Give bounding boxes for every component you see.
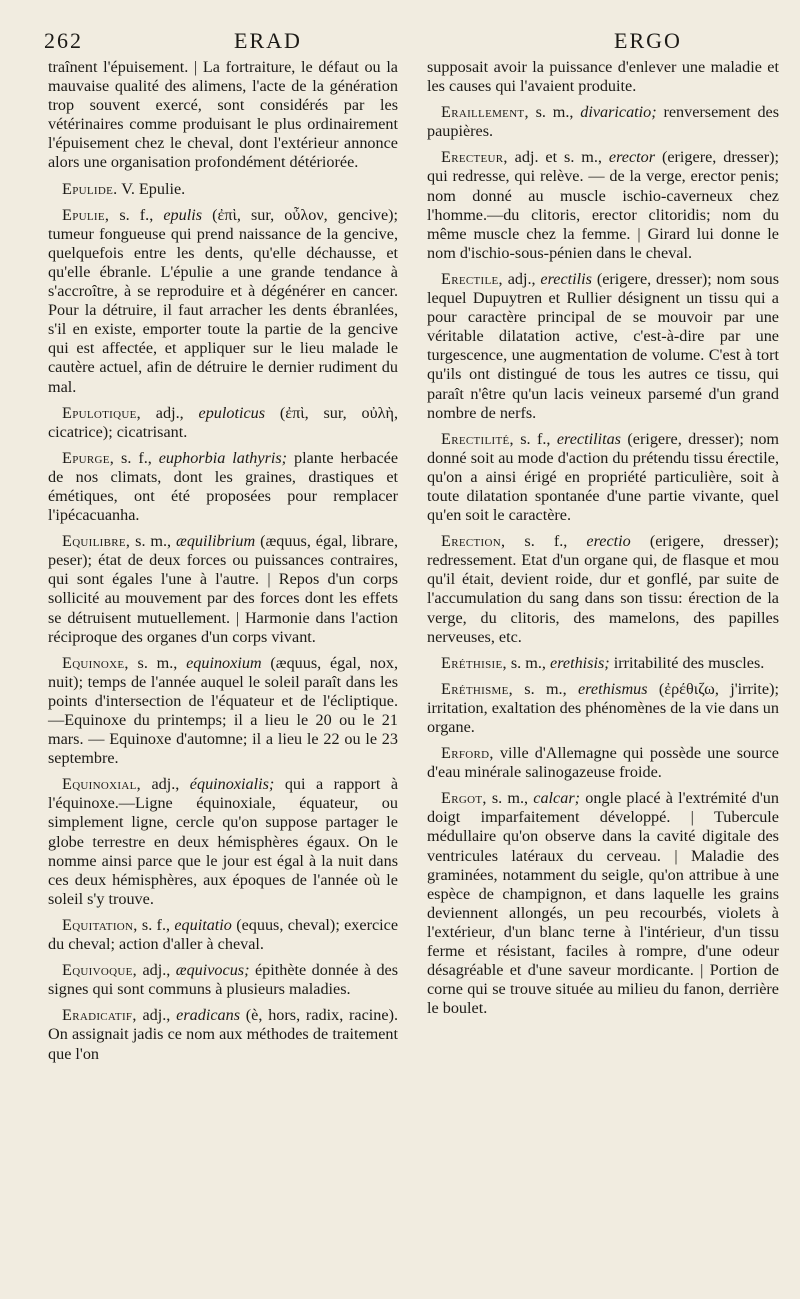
entry-term: Epulide. [62,179,118,198]
entry-term: Eréthisme, [441,679,513,698]
entry-etymology: erethisis; [550,653,610,672]
entry-definition: ville d'Allemagne qui possède une source d'eau minérale salinogazeuse froide. [427,744,779,782]
entry-etymology: eradicans [176,1006,240,1025]
entry-pos: s. m., [535,103,574,122]
dictionary-entry [427,680,779,737]
entry-definition: (equus, cheval); exercice du cheval; action d'aller à cheval. [48,915,399,954]
entry-pos: s. f., [121,448,152,467]
entry-etymology: equitatio [174,915,232,934]
entry-etymology: æquilibrium [176,532,256,551]
entry-term: Equilibre, [62,532,131,551]
entry-definition: qui a rapport à l'équinoxe.—Ligne équinoxiale, équateur, ou simplement ligne, cercle qu'on suppose partager le globe terrestre en deux hémisphères égaux. On le nomme ainsi parce que le jour est égal à la nuit dans ces deux hémisphères, aux époques de l'année où le soleil s'y trouve. [48,775,399,908]
entry-term: Erecteur, [441,148,508,167]
running-header [44,28,780,56]
entry-definition: (erigere, dresser); nom sous lequel Dupuytren et Rullier désignent un tissu qui a pour caractère principal de se mouvoir par une véritable dilatation active, c'est-à-dire par une turgescence, une augmentation de volume. C'est à tort qu'ils ont distingué de tous les autres ce tissu, qui paraît n'être qu'un lacis veineux parsemé d'un grand nombre de nerfs. [427,269,779,422]
dictionary-entry [427,103,779,141]
dictionary-entry [48,404,398,442]
right-running-head: ERGO [614,28,682,53]
entry-etymology: erectilitas [556,429,621,448]
entry-pos: s. m., [510,653,546,672]
entry-pos: adj., [142,961,171,980]
entry-term: Erford, [441,744,494,763]
entry-term: Eréthisie, [441,653,507,672]
entry-term: Equitation, [62,915,138,934]
entry-term: Epulie, [62,205,110,224]
left-running-head: ERAD [234,28,302,53]
entry-term: Equivoque, [62,961,137,980]
entry-term: Eradicatif, [62,1006,137,1025]
entry-definition: V. Epulie. [121,179,186,198]
entry-definition: (erigere, dresser); nom donné soit au mode d'action du prétendu tissu érectile, qu'on a ainsi érigé en propriété particulière, soit à toute dilatation spontanée d'une partie vivante, quel qu'en soit le caractère. [427,429,780,525]
page-number: 262 [44,28,83,53]
entry-etymology: equinoxium [186,653,262,672]
entry-etymology: calcar; [533,789,581,808]
dictionary-entry [48,961,398,999]
entry-pos: adj., [155,403,184,422]
entry-pos: adj. et s. m., [514,148,602,167]
entry-etymology: erectio [586,532,631,551]
entry-pos: adj., [507,269,536,288]
entry-definition: (æquus, égal, librare, peser); état de deux forces ou puissances contraires, qui sont égales l'une à l'autre. | Repos d'un corps sollicité au mouvement par des forces dont les effets se détruisent mutuellement. | Harmonie dans l'action réciproque des organes d'un corps vivant. [48,532,398,646]
entry-term: Equinoxial, [62,775,141,794]
dictionary-entry [48,775,398,909]
entry-pos: adj., [151,775,180,794]
entry-definition: plante herbacée de nos climats, dont les graines, drastiques et émétiques, ont été proposées pour remplacer l'ipécacuanha. [48,448,398,525]
right-column [427,58,779,1025]
dictionary-entry [427,744,779,782]
dictionary-entry [427,270,779,423]
dictionary-entry [427,654,779,673]
entry-definition: (ἐπὶ, sur, οὖλον, gencive); tumeur fongueuse qui prend naissance de la gencive, quelquefois entre les dents, qu'elle déchausse, et qu'elle ébranle. L'épulie a une grande tendance à s'accroître, à se reproduire et à dégénérer en cancer. Pour la détruire, il faut arracher les dents ébranlées, s'il en existe, emporter toute la partie de la gencive qui est affectée, et appliquer sur le lieu malade le cautère actuel, afin de détruire le dernier rudiment du mal. [48,205,399,396]
entry-pos: s. f., [119,205,154,224]
entry-etymology: epuloticus [198,403,266,422]
entry-pos: s. f., [524,532,568,551]
entry-term: Equinoxe, [62,653,129,672]
entry-definition: renversement des paupières. [427,103,780,141]
entry-term: Epurge, [62,448,115,467]
entry-etymology: euphorbia lathyris; [158,448,288,467]
dictionary-entry [48,532,398,647]
entry-etymology: epulis [163,205,203,224]
entry-definition: (ἐπὶ, sur, οὐλὴ, cicatrice); cicatrisant. [48,403,399,441]
entry-etymology: erectilis [540,269,592,288]
dictionary-entry [48,654,398,769]
left-column [48,58,398,1071]
entry-term: Erection, [441,532,506,551]
entry-term: Erectilité, [441,429,514,448]
dictionary-entry [427,430,779,525]
dictionary-entry [48,180,398,199]
entry-definition: (æquus, égal, nox, nuit); temps de l'année auquel le soleil paraît dans les points d'intersection de l'équateur et de l'écliptique. —Equinoxe du printemps; il a lieu le 20 ou le 21 mars. — Equinoxe d'automne; il a lieu le 22 ou le 23 septembre. [48,653,399,768]
entry-definition: (è, hors, radix, racine). On assignait jadis ce nom aux méthodes de traitement que l'on [48,1006,399,1063]
entry-definition: (erigere, dresser); qui redresse, qui relève. — de la verge, erector penis; nom donné au muscle ischio-caverneux chez l'homme.—du clitoris, erector clitoridis; nom du même muscle chez la femme. | Girard lui donne le nom d'ischio-sous-pénien dans le cheval. [427,148,779,262]
entry-etymology: erethismus [578,679,648,698]
entry-definition: supposait avoir la puissance d'enlever une maladie et les causes qui l'avaient produite. [427,58,779,96]
entry-definition: (erigere, dresser); redressement. Etat d'un organe qui, de flasque et mou qu'il était, devient roide, dur et gonflé, par suite de l'accumulation du sang dans son tissu: érection de la verge, du clitoris, des mamelons, des papilles nerveuses, etc. [427,532,779,646]
entry-definition: épithète donnée à des signes qui sont communs à plusieurs maladies. [48,961,399,999]
entry-definition: irritabilité des muscles. [613,653,765,672]
entry-definition: ongle placé à l'extrémité d'un doigt imparfaitement développé. | Tubercule médullaire qu'on observe dans la cavité digitale des ventricules latéraux du cerveau. | Maladie des graminées, notamment du seigle, qu'on attribue à une espèce de champignon, et dans laquelle les grains deviennent allongés, un peu recourbés, violets à l'extérieur, d'un blanc terne à l'intérieur, d'un tissu ferme et résistant, faciles à rompre, d'une odeur désagréable et d'une saveur mordicante. | Portion de corne qui se trouve située au milieu du fanon, derrière le boulet. [427,789,779,1018]
entry-pos: s. m., [491,789,529,808]
dictionary-entry [48,916,398,954]
entry-definition: (ἐρέθιζω, j'irrite); irritation, exaltation des phénomènes de la vie dans un organe. [427,679,779,736]
dictionary-entry [48,449,398,525]
entry-term: Eraillement, [441,103,529,122]
dictionary-entry [427,789,779,1018]
entry-etymology: divaricatio; [580,103,657,122]
entry-etymology: æquivocus; [175,961,250,980]
entry-definition: traînent l'épuisement. | La fortraiture, le défaut ou la mauvaise qualité des alimens, l'acte de la génération trop souvent exercé, sont considérés par les vétérinaires comme produisant le plus ordinairement l'épuisement chez le cheval, dont l'extérieur annonce alors une organisation profondément détériorée. [48,58,398,172]
dictionary-entry [427,148,779,263]
entry-term: Erectile, [441,269,503,288]
entry-etymology: équinoxialis; [189,775,275,794]
entry-etymology: erector [608,148,656,167]
dictionary-entry [48,58,398,173]
entry-term: Epulotique, [62,403,141,422]
entry-pos: s. m., [135,532,172,551]
entry-pos: s. f., [520,429,551,448]
entry-term: Ergot, [441,789,487,808]
dictionary-entry [48,206,398,397]
entry-pos: s. m., [137,653,178,672]
dictionary-entry [427,532,779,647]
entry-pos: s. m., [524,679,567,698]
entry-pos: adj., [142,1006,171,1025]
entry-pos: s. f., [141,915,171,934]
dictionary-entry [48,1006,398,1063]
dictionary-entry [427,58,779,96]
